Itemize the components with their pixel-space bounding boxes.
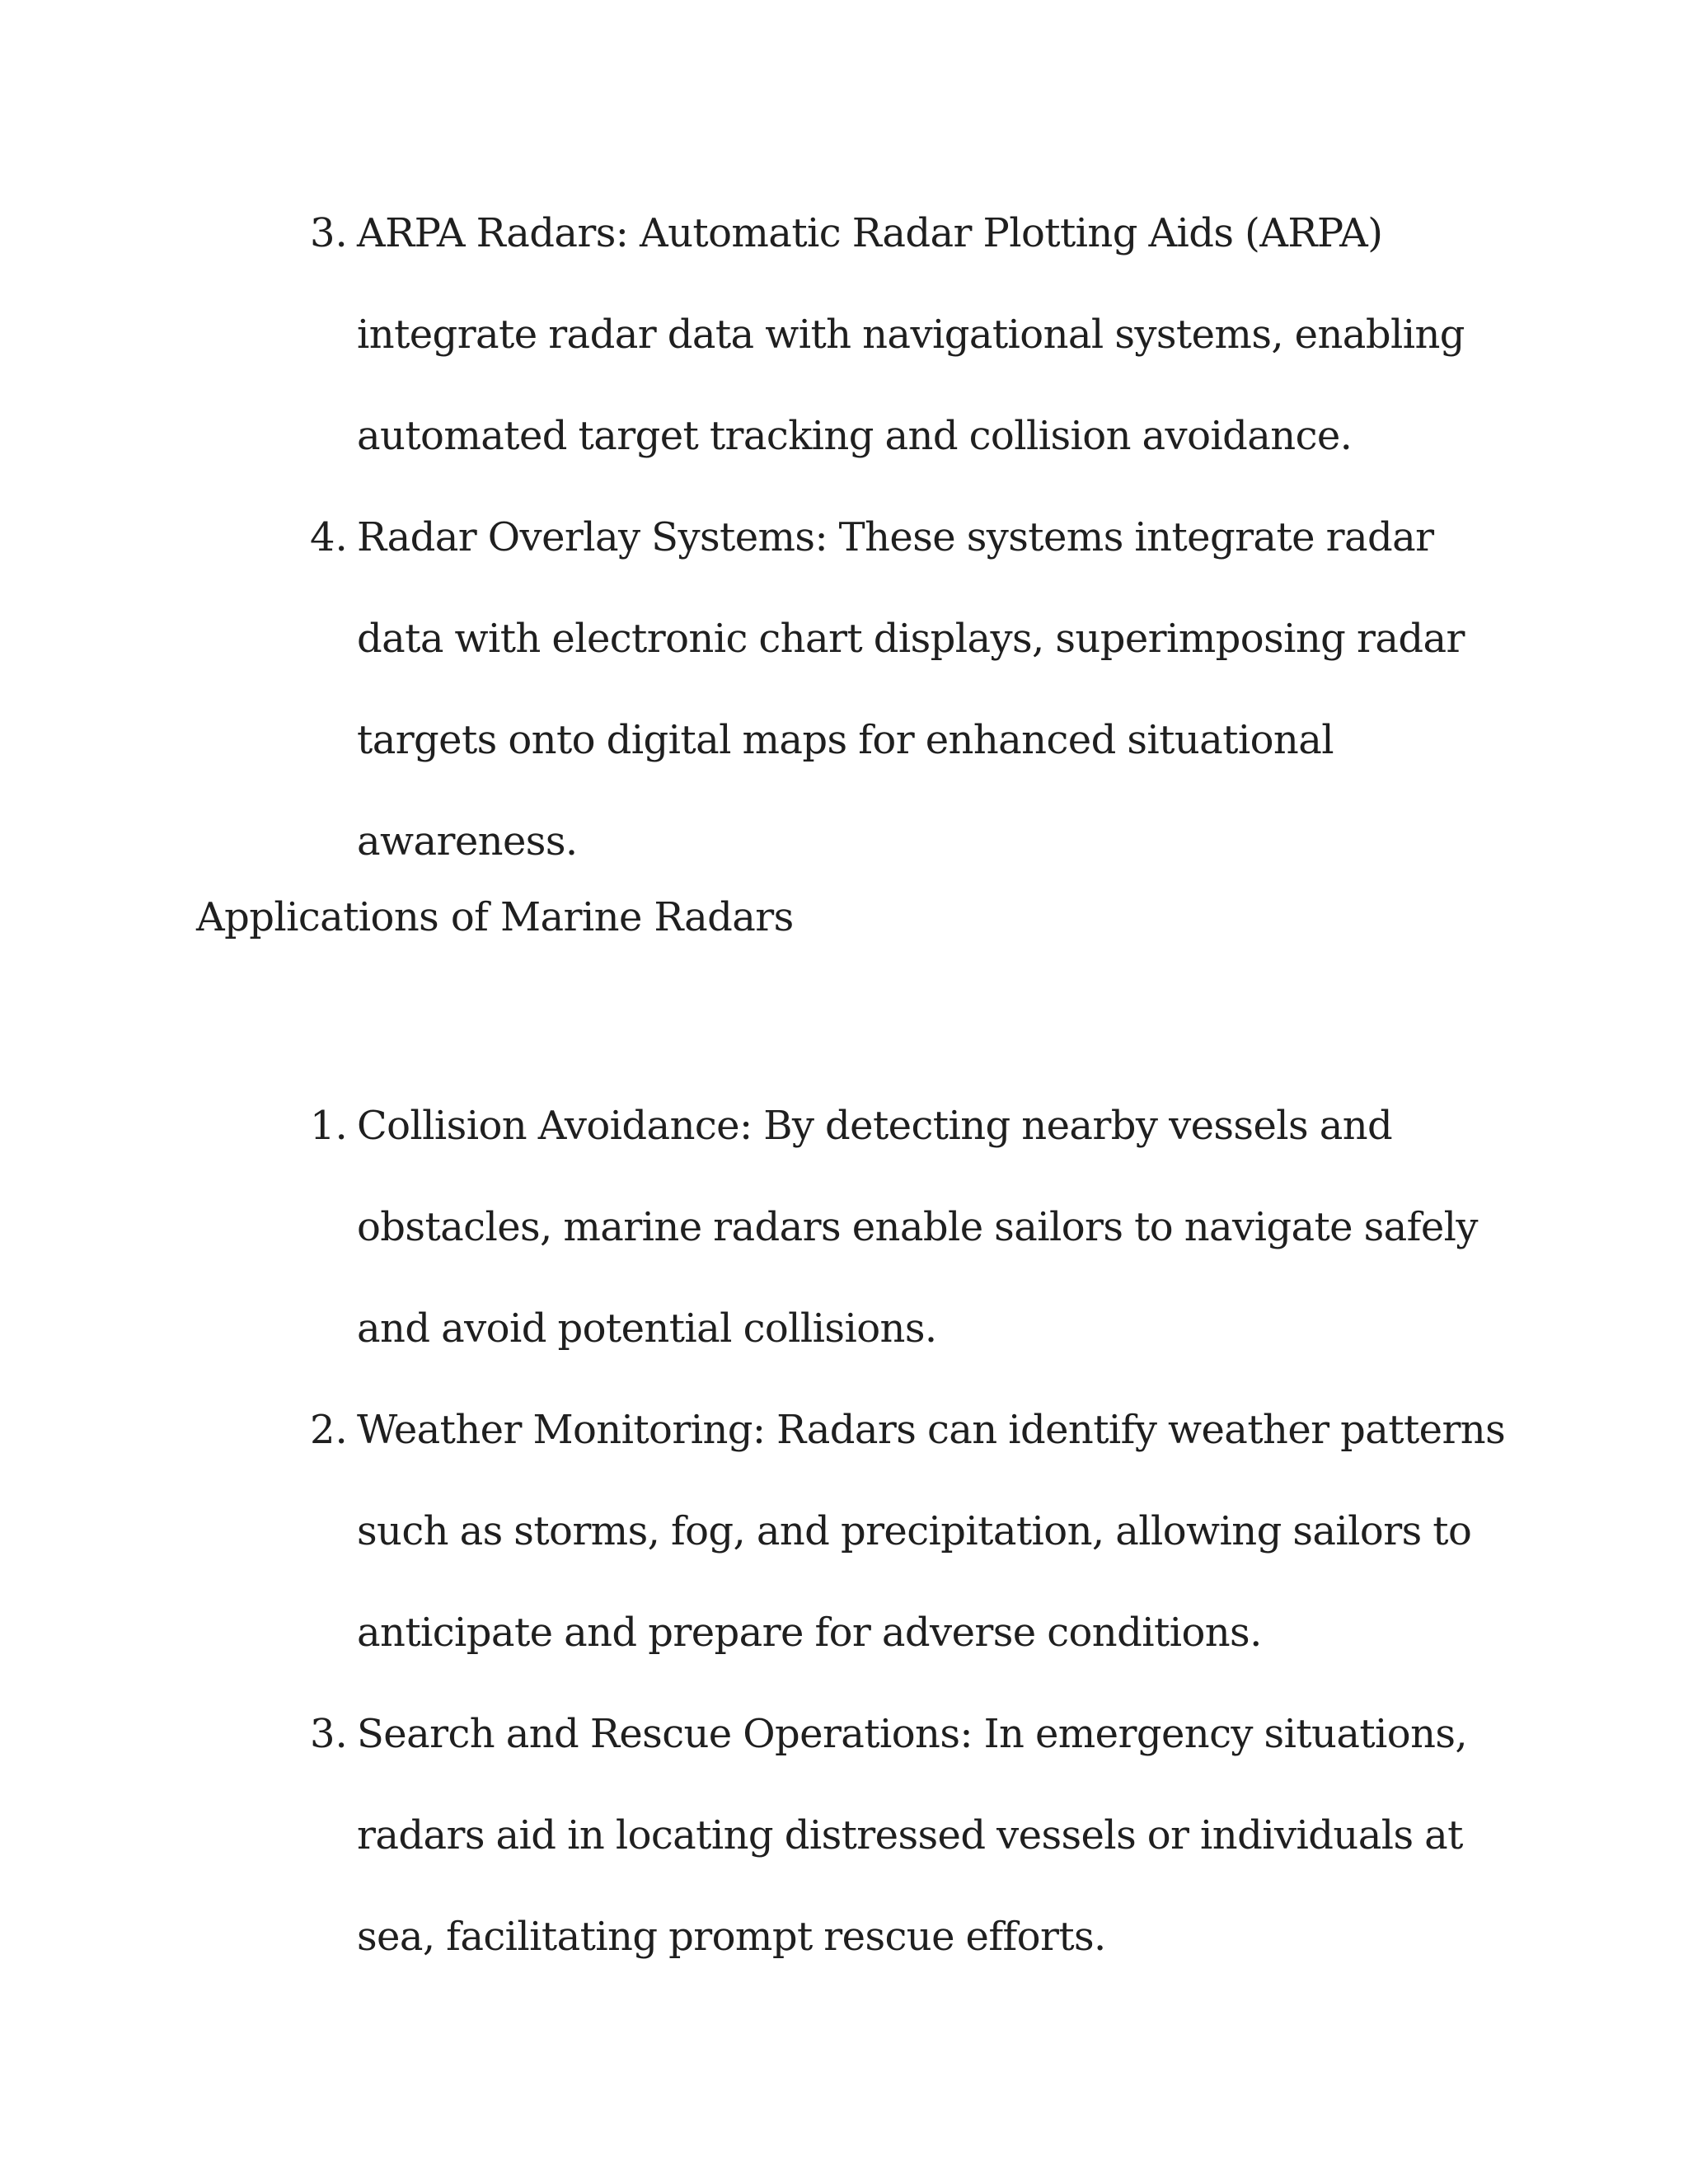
list-item-text: Radar Overlay Systems: These systems integrate radar data with electronic chart displays, superimposing radar targets onto digital maps for enhanced situational awareness. [357,514,1465,865]
list-item-number: 4. [310,514,348,560]
list-item [0,487,1688,893]
radar-types-list [0,183,1688,893]
list-item-text: ARPA Radars: Automatic Radar Plotting Aids (ARPA) integrate radar data with navigational systems, enabling automated target tracking and collision avoidance. [357,210,1465,459]
list-item-text: Collision Avoidance: By detecting nearby vessels and obstacles, marine radars enable sailors to navigate safely and avoid potential collisions. [357,1103,1478,1352]
list-item [0,1684,1688,1988]
list-item [0,1076,1688,1380]
list-item-text: Search and Rescue Operations: In emergency situations, radars aid in locating distressed vessels or individuals at sea, facilitating prompt rescue efforts. [357,1711,1468,1960]
section-heading: Applications of Marine Radars [196,894,794,940]
list-item-text: Weather Monitoring: Radars can identify weather patterns such as storms, fog, and precipitation, allowing sailors to anticipate and prepare for adverse conditions. [357,1407,1506,1656]
list-item-number: 1. [310,1103,348,1149]
list-item-number: 3. [310,210,348,256]
list-item-number: 3. [310,1711,348,1757]
applications-list [0,1076,1688,1988]
list-item [0,183,1688,487]
list-item-number: 2. [310,1407,348,1453]
list-item [0,1380,1688,1684]
